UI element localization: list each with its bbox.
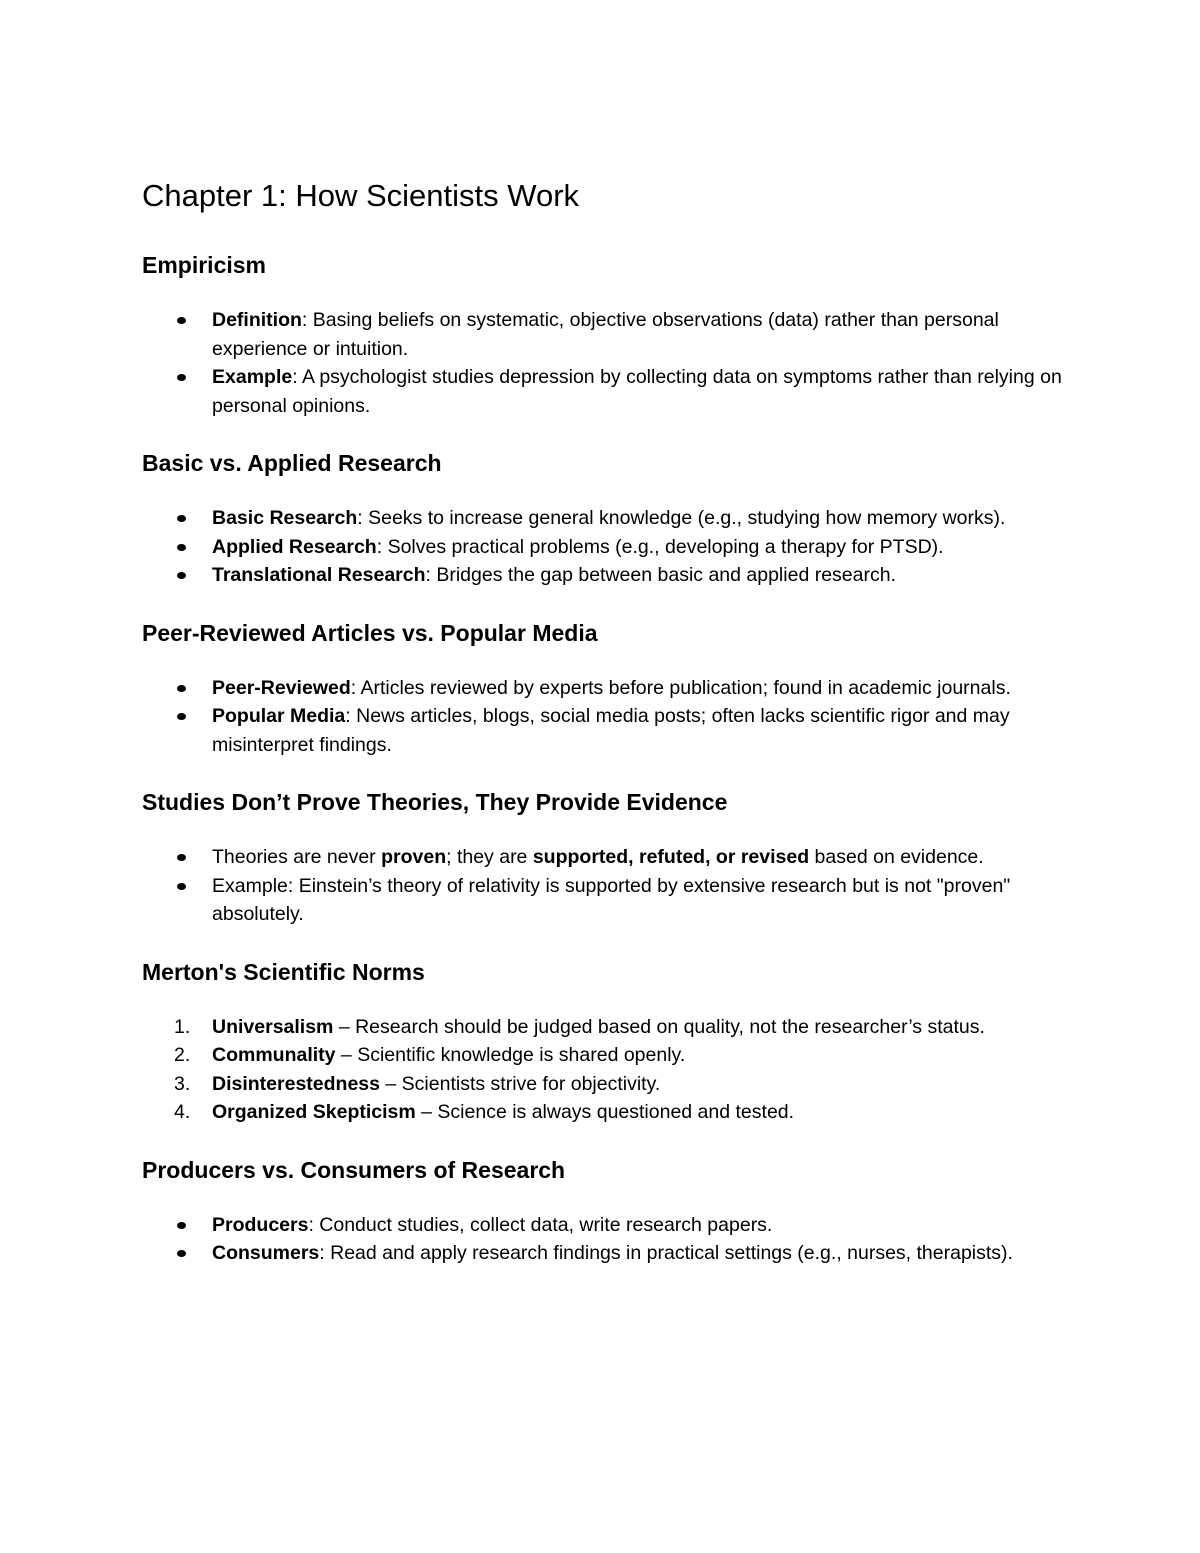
list-item <box>142 306 1062 363</box>
term: Organized Skepticism <box>212 1101 416 1123</box>
list-item <box>142 1211 1062 1240</box>
list-number: 4. <box>174 1101 191 1123</box>
definition: : Articles reviewed by experts before publication; found in academic journals. <box>350 676 1011 699</box>
list-item <box>142 674 1062 703</box>
section-heading-peer-reviewed: Peer-Reviewed Articles vs. Popular Media <box>142 619 598 646</box>
producers-list <box>142 1211 1062 1268</box>
bullet-icon <box>177 685 186 692</box>
section-heading-basic-applied: Basic vs. Applied Research <box>142 450 442 476</box>
list-item <box>142 872 1062 929</box>
list-item <box>142 1070 1062 1099</box>
list-item <box>142 1239 1062 1268</box>
list-item <box>142 1098 1062 1127</box>
term: supported, refuted, or revised <box>532 846 810 868</box>
term: Basic Research <box>212 507 358 529</box>
page-title: Chapter 1: How Scientists Work <box>142 178 580 213</box>
term: Universalism <box>212 1015 334 1038</box>
list-item <box>142 363 1062 420</box>
peer-reviewed-list <box>142 674 1062 760</box>
list-item <box>142 1013 1062 1042</box>
bullet-icon <box>177 854 186 861</box>
list-item <box>142 1041 1062 1070</box>
bullet-icon <box>177 572 186 579</box>
definition: – Research should be judged based on quality, not the researcher’s status. <box>333 1015 985 1038</box>
term: Communality <box>212 1044 336 1066</box>
term: Applied Research <box>212 535 377 558</box>
list-item <box>142 702 1062 759</box>
empiricism-list <box>142 306 1062 420</box>
term: Peer-Reviewed <box>212 676 351 699</box>
term: Consumers <box>212 1242 320 1264</box>
studies-list <box>142 843 1062 929</box>
definition: – Scientists strive for objectivity. <box>380 1072 661 1095</box>
bullet-icon <box>177 374 186 381</box>
definition: : News articles, blogs, social media posts; often lacks scientific rigor and may misinterpret findings. <box>212 705 1010 756</box>
term: proven <box>381 846 447 868</box>
text: based on evidence. <box>809 846 984 868</box>
list-item <box>142 504 1062 533</box>
section-heading-producers: Producers vs. Consumers of Research <box>142 1156 566 1183</box>
definition: : Seeks to increase general knowledge (e.g., studying how memory works). <box>357 507 1006 529</box>
section-heading-empiricism: Empiricism <box>142 252 266 278</box>
list-item <box>142 561 1062 590</box>
definition: : A psychologist studies depression by collecting data on symptoms rather than relying on personal opinions. <box>212 366 1062 417</box>
document-page <box>142 176 1062 1296</box>
term: Definition <box>212 309 302 331</box>
definition: – Scientific knowledge is shared openly. <box>335 1044 686 1066</box>
term: Example <box>212 366 293 388</box>
merton-list <box>142 1013 1062 1127</box>
text: Theories are never <box>212 846 382 868</box>
definition: : Solves practical problems (e.g., developing a therapy for PTSD). <box>376 535 944 558</box>
definition: : Conduct studies, collect data, write research papers. <box>308 1213 773 1236</box>
list-item <box>142 533 1062 562</box>
term: Popular Media <box>212 705 346 727</box>
bullet-icon <box>177 317 186 324</box>
list-number: 3. <box>174 1072 191 1095</box>
bullet-icon <box>177 713 186 720</box>
text: Example: Einstein’s theory of relativity is supported by extensive research but is not "proven" absolutely. <box>212 874 1011 925</box>
text: ; they are <box>446 846 533 868</box>
list-number: 1. <box>174 1015 191 1038</box>
bullet-icon <box>177 1222 186 1229</box>
bullet-icon <box>177 883 186 890</box>
bullet-icon <box>177 544 186 551</box>
list-item <box>142 843 1062 872</box>
term: Translational Research <box>212 564 426 586</box>
section-heading-studies: Studies Don’t Prove Theories, They Provide Evidence <box>142 789 728 815</box>
term: Disinterestedness <box>212 1072 380 1095</box>
definition: – Science is always questioned and tested. <box>415 1101 795 1123</box>
basic-applied-list <box>142 504 1062 590</box>
section-heading-merton: Merton's Scientific Norms <box>142 958 425 985</box>
definition: : Read and apply research findings in practical settings (e.g., nurses, therapists). <box>319 1242 1013 1264</box>
definition: : Basing beliefs on systematic, objective observations (data) rather than personal experience or intuition. <box>212 309 999 360</box>
list-number: 2. <box>174 1044 191 1066</box>
term: Producers <box>212 1213 309 1236</box>
bullet-icon <box>177 1250 186 1257</box>
definition: : Bridges the gap between basic and applied research. <box>425 564 896 586</box>
bullet-icon <box>177 515 186 522</box>
